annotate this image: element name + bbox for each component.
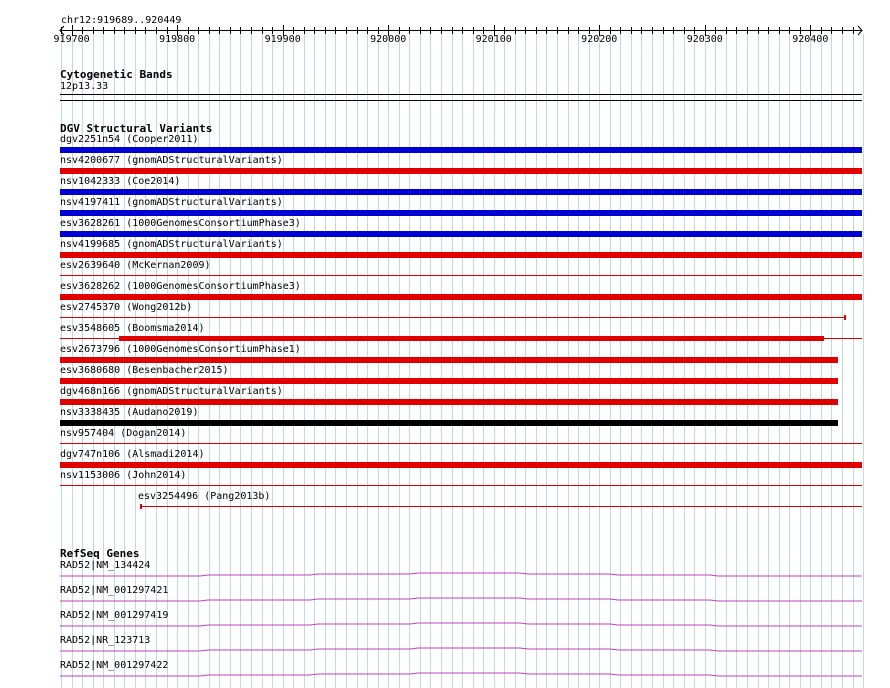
dgv-feature-bar[interactable] <box>60 420 838 426</box>
refseq-gene[interactable] <box>0 585 890 609</box>
refseq-gene[interactable] <box>0 635 890 659</box>
dgv-feature[interactable] <box>0 260 890 282</box>
dgv-feature-bar[interactable] <box>60 378 838 384</box>
dgv-feature-label[interactable]: nsv4200677 (gnomADStructuralVariants) <box>60 155 283 166</box>
dgv-feature-start-tick <box>140 504 142 509</box>
dgv-feature[interactable] <box>0 365 890 387</box>
dgv-track-title: DGV Structural Variants <box>60 122 213 135</box>
dgv-feature-line[interactable] <box>60 275 862 276</box>
dgv-feature-label[interactable]: esv3680680 (Besenbacher2015) <box>60 365 229 376</box>
dgv-feature[interactable] <box>0 281 890 303</box>
dgv-feature-label[interactable]: nsv4197411 (gnomADStructuralVariants) <box>60 197 283 208</box>
dgv-feature-thick-part[interactable] <box>119 336 824 341</box>
dgv-feature[interactable] <box>0 176 890 198</box>
dgv-feature-bar[interactable] <box>60 294 862 300</box>
refseq-gene-label[interactable]: RAD52|NM_001297419 <box>60 610 169 621</box>
dgv-feature-bar[interactable] <box>60 252 862 258</box>
dgv-feature-bar[interactable] <box>60 399 838 405</box>
dgv-feature-bar[interactable] <box>60 231 862 237</box>
dgv-feature[interactable] <box>0 323 890 345</box>
refseq-gene-line[interactable] <box>60 623 862 626</box>
dgv-feature-label[interactable]: dgv747n106 (Alsmadi2014) <box>60 449 205 460</box>
refseq-gene-structure[interactable] <box>0 610 890 634</box>
dgv-feature-line[interactable] <box>60 317 844 318</box>
dgv-feature-end-tick <box>844 315 846 320</box>
dgv-feature-bar[interactable] <box>60 210 862 216</box>
dgv-feature-label[interactable]: nsv3338435 (Audano2019) <box>60 407 199 418</box>
dgv-feature[interactable] <box>0 218 890 240</box>
dgv-feature[interactable] <box>0 407 890 429</box>
refseq-gene-line[interactable] <box>60 598 862 601</box>
dgv-feature[interactable] <box>0 449 890 471</box>
ruler-tick-label: 920200 <box>581 34 618 45</box>
refseq-gene-structure[interactable] <box>0 660 890 684</box>
refseq-gene-label[interactable]: RAD52|NR_123713 <box>60 635 151 646</box>
cytoband-line-bottom <box>60 100 862 101</box>
dgv-feature-bar[interactable] <box>60 462 862 468</box>
dgv-feature-line[interactable] <box>60 485 862 486</box>
dgv-feature[interactable] <box>0 386 890 408</box>
ruler-tick-label: 920300 <box>686 34 723 45</box>
dgv-feature-label[interactable]: nsv1042333 (Coe2014) <box>60 176 181 187</box>
refseq-gene-line[interactable] <box>60 573 862 576</box>
cytoband-label[interactable]: 12p13.33 <box>60 81 109 92</box>
refseq-gene-structure[interactable] <box>0 635 890 659</box>
dgv-feature-label[interactable]: esv2745370 (Wong2012b) <box>60 302 193 313</box>
dgv-feature-label[interactable]: nsv957404 (Dogan2014) <box>60 428 187 439</box>
dgv-feature-bar[interactable] <box>60 147 862 153</box>
dgv-feature-label[interactable]: nsv1153006 (John2014) <box>60 470 187 481</box>
ruler-tick-label: 919800 <box>159 34 196 45</box>
refseq-gene-label[interactable]: RAD52|NM_001297422 <box>60 660 169 671</box>
ruler-tick-label: 920400 <box>792 34 829 45</box>
dgv-feature[interactable] <box>0 239 890 261</box>
dgv-feature-label[interactable]: nsv4199685 (gnomADStructuralVariants) <box>60 239 283 250</box>
dgv-feature[interactable] <box>0 197 890 219</box>
dgv-feature-bar[interactable] <box>60 168 862 174</box>
refseq-gene-structure[interactable] <box>0 560 890 584</box>
dgv-feature-label[interactable]: esv3548605 (Boomsma2014) <box>60 323 205 334</box>
region-location: chr12:919689..920449 <box>61 15 182 26</box>
ruler-tick-label: 920000 <box>370 34 407 45</box>
refseq-gene[interactable] <box>0 560 890 584</box>
refseq-gene-label[interactable]: RAD52|NM_134424 <box>60 560 151 571</box>
dgv-feature-bar[interactable] <box>60 189 862 195</box>
dgv-feature-label[interactable]: esv3628261 (1000GenomesConsortiumPhase3) <box>60 218 301 229</box>
dgv-feature-line[interactable] <box>140 506 862 507</box>
ruler-tick-label: 919700 <box>53 34 90 45</box>
dgv-feature[interactable] <box>0 344 890 366</box>
dgv-feature-label[interactable]: dgv2251n54 (Cooper2011) <box>60 134 199 145</box>
dgv-feature-line[interactable] <box>60 443 862 444</box>
dgv-feature-label[interactable]: esv2673796 (1000GenomesConsortiumPhase1) <box>60 344 301 355</box>
cytoband-track-title: Cytogenetic Bands <box>60 68 173 81</box>
refseq-gene[interactable] <box>0 660 890 684</box>
dgv-feature[interactable] <box>0 428 890 450</box>
refseq-gene-label[interactable]: RAD52|NM_001297421 <box>60 585 169 596</box>
ruler-tick-label: 920100 <box>475 34 512 45</box>
cytoband-line-top <box>60 94 862 95</box>
dgv-feature-label[interactable]: dgv468n166 (gnomADStructuralVariants) <box>60 386 283 397</box>
dgv-feature-label[interactable]: esv2639640 (McKernan2009) <box>60 260 211 271</box>
dgv-feature[interactable] <box>0 491 890 513</box>
refseq-gene-line[interactable] <box>60 673 862 676</box>
refseq-track-title: RefSeq Genes <box>60 547 140 560</box>
dgv-feature-label[interactable]: esv3628262 (1000GenomesConsortiumPhase3) <box>60 281 301 292</box>
dgv-feature[interactable] <box>0 134 890 156</box>
refseq-gene[interactable] <box>0 610 890 634</box>
dgv-feature[interactable] <box>0 155 890 177</box>
refseq-gene-structure[interactable] <box>0 585 890 609</box>
dgv-feature-label[interactable]: esv3254496 (Pang2013b) <box>138 491 271 502</box>
position-ruler[interactable] <box>0 20 890 66</box>
dgv-feature[interactable] <box>0 302 890 324</box>
refseq-gene-line[interactable] <box>60 648 862 651</box>
ruler-tick-label: 919900 <box>264 34 301 45</box>
dgv-feature[interactable] <box>0 470 890 492</box>
dgv-feature-bar[interactable] <box>60 357 838 363</box>
